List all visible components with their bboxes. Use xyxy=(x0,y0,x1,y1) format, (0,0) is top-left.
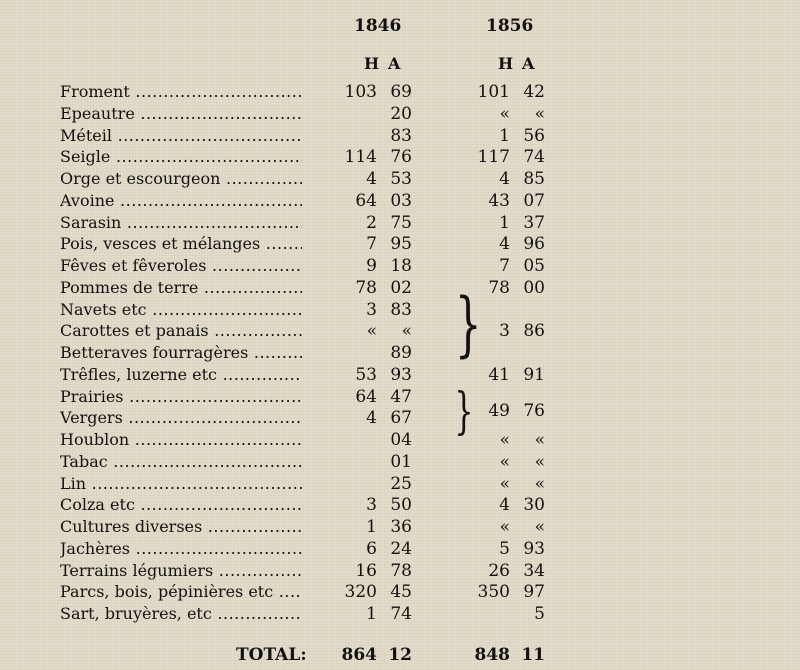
row-ares-1856: 74 xyxy=(523,147,545,167)
row-hectares-1856: 7 xyxy=(499,256,510,276)
row-ares-1856: 96 xyxy=(523,234,545,254)
row-ares-1856: 5 xyxy=(534,604,545,624)
row-hectares-1846: 53 xyxy=(355,365,377,385)
row-hectares-1846: 78 xyxy=(355,278,377,298)
row-label: Sarasin ..... xyxy=(60,213,302,233)
row-label: Jachères ..... xyxy=(60,539,302,559)
row-label: Seigle ..... xyxy=(60,147,302,167)
row-hectares-1856: 4 xyxy=(499,495,510,515)
row-label: Houblon ..... xyxy=(60,430,302,450)
row-label: Epeautre ..... xyxy=(60,104,302,124)
row-ares-1846: 01 xyxy=(390,452,412,472)
row-hectares-1846: 4 xyxy=(366,408,377,428)
row-hectares-1856: « xyxy=(499,104,510,124)
row-ares-1856: 00 xyxy=(523,278,545,298)
row-ares-1846: 24 xyxy=(390,539,412,559)
total-ares-1856: 11 xyxy=(521,645,545,665)
row-hectares-1846: 2 xyxy=(366,213,377,233)
row-ares-1846: 50 xyxy=(390,495,412,515)
row-ares-1856: 97 xyxy=(523,582,545,602)
ares-header-1856: A xyxy=(522,54,535,73)
row-ares-1856: 42 xyxy=(523,82,545,102)
row-hectares-1856: « xyxy=(499,430,510,450)
row-label: Méteil ..... xyxy=(60,126,302,146)
row-hectares-1856: « xyxy=(499,474,510,494)
row-ares-1846: 45 xyxy=(390,582,412,602)
row-hectares-1856: 101 xyxy=(477,82,510,102)
row-hectares-1856: « xyxy=(499,452,510,472)
row-ares-1846: « xyxy=(401,321,412,341)
row-ares-1856: 91 xyxy=(523,365,545,385)
row-ares-1846: 76 xyxy=(390,147,412,167)
row-hectares-1846: 9 xyxy=(366,256,377,276)
row-label: Sart, bruyères, etc ..... xyxy=(60,604,302,624)
year-1846-header: 1846 xyxy=(354,16,402,36)
total-ares-1846: 12 xyxy=(388,645,412,665)
row-ares-1856: 34 xyxy=(523,561,545,581)
row-ares-1856: 56 xyxy=(523,126,545,146)
row-ares-1856: « xyxy=(534,430,545,450)
row-label: Lin ..... xyxy=(60,474,302,494)
row-label: Pommes de terre ..... xyxy=(60,278,302,298)
row-hectares-1856: 26 xyxy=(488,561,510,581)
hectares-header-1846: H xyxy=(364,54,380,73)
row-ares-1846: 69 xyxy=(390,82,412,102)
row-ares-1856: 93 xyxy=(523,539,545,559)
row-ares-1846: 53 xyxy=(390,169,412,189)
row-ares-1846: 36 xyxy=(390,517,412,537)
row-hectares-1846: 1 xyxy=(366,604,377,624)
row-hectares-1846: 103 xyxy=(344,82,377,102)
row-ares-1846: 93 xyxy=(390,365,412,385)
row-ares-1846: 83 xyxy=(390,126,412,146)
row-ares-1846: 20 xyxy=(390,104,412,124)
row-hectares-1856: 41 xyxy=(488,365,510,385)
row-ares-1846: 74 xyxy=(390,604,412,624)
row-ares-1846: 67 xyxy=(390,408,412,428)
row-ares-1856: « xyxy=(534,104,545,124)
row-label: Avoine ..... xyxy=(60,191,302,211)
row-ares-1846: 03 xyxy=(390,191,412,211)
row-ares-1846: 78 xyxy=(390,561,412,581)
row-hectares-1856: « xyxy=(499,517,510,537)
ares-header-1846: A xyxy=(388,54,401,73)
row-label: Pois, vesces et mélanges ..... xyxy=(60,234,302,254)
row-hectares-1856: 117 xyxy=(477,147,510,167)
row-hectares-1856: 43 xyxy=(488,191,510,211)
row-hectares-1856: 78 xyxy=(488,278,510,298)
grouped-ares-1856: 76 xyxy=(523,401,545,421)
row-ares-1846: 75 xyxy=(390,213,412,233)
row-ares-1856: 05 xyxy=(523,256,545,276)
row-hectares-1846: 320 xyxy=(344,582,377,602)
row-ares-1856: 30 xyxy=(523,495,545,515)
row-hectares-1846: 64 xyxy=(355,387,377,407)
row-label: Orge et escourgeon ..... xyxy=(60,169,302,189)
row-hectares-1856: 4 xyxy=(499,234,510,254)
row-label: Vergers ..... xyxy=(60,408,302,428)
row-hectares-1856: 5 xyxy=(499,539,510,559)
row-label: Carottes et panais ..... xyxy=(60,321,302,341)
row-label: Tabac ..... xyxy=(60,452,302,472)
hectares-header-1856: H xyxy=(498,54,514,73)
row-hectares-1856: 1 xyxy=(499,126,510,146)
row-hectares-1846: 4 xyxy=(366,169,377,189)
row-label: Terrains légumiers ..... xyxy=(60,561,302,581)
brace-prairies-vergers: } xyxy=(454,382,474,440)
row-hectares-1846: 7 xyxy=(366,234,377,254)
row-ares-1856: « xyxy=(534,452,545,472)
row-label: Betteraves fourragères ..... xyxy=(60,343,302,363)
brace-root-crops: } xyxy=(454,283,482,365)
row-label: Prairies ..... xyxy=(60,387,302,407)
row-label: Froment ..... xyxy=(60,82,302,102)
row-label: Navets etc ..... xyxy=(60,300,302,320)
row-hectares-1846: « xyxy=(366,321,377,341)
row-ares-1846: 83 xyxy=(390,300,412,320)
row-label: Trêfles, luzerne etc ..... xyxy=(60,365,302,385)
row-ares-1846: 47 xyxy=(390,387,412,407)
row-hectares-1846: 1 xyxy=(366,517,377,537)
row-hectares-1846: 3 xyxy=(366,300,377,320)
row-ares-1846: 02 xyxy=(390,278,412,298)
row-label: Fêves et fêveroles ..... xyxy=(60,256,302,276)
row-hectares-1846: 3 xyxy=(366,495,377,515)
total-hectares-1856: 848 xyxy=(474,645,510,665)
row-ares-1856: « xyxy=(534,474,545,494)
row-hectares-1856: 350 xyxy=(477,582,510,602)
row-ares-1846: 95 xyxy=(390,234,412,254)
row-ares-1856: 37 xyxy=(523,213,545,233)
row-hectares-1856: 1 xyxy=(499,213,510,233)
row-ares-1856: 07 xyxy=(523,191,545,211)
total-label: TOTAL: xyxy=(236,645,307,665)
row-ares-1846: 04 xyxy=(390,430,412,450)
row-ares-1846: 25 xyxy=(390,474,412,494)
row-label: Cultures diverses ..... xyxy=(60,517,302,537)
row-hectares-1846: 64 xyxy=(355,191,377,211)
row-hectares-1846: 114 xyxy=(344,147,377,167)
row-hectares-1846: 6 xyxy=(366,539,377,559)
row-ares-1846: 89 xyxy=(390,343,412,363)
row-label: Colza etc ..... xyxy=(60,495,302,515)
row-hectares-1856: 3 xyxy=(499,321,510,341)
row-ares-1846: 18 xyxy=(390,256,412,276)
row-ares-1856: 86 xyxy=(523,321,545,341)
year-1856-header: 1856 xyxy=(486,16,534,36)
grouped-hectares-1856: 49 xyxy=(488,401,510,421)
row-ares-1856: « xyxy=(534,517,545,537)
row-hectares-1856: 4 xyxy=(499,169,510,189)
total-hectares-1846: 864 xyxy=(341,645,377,665)
row-hectares-1846: 16 xyxy=(355,561,377,581)
row-label: Parcs, bois, pépinières etc ..... xyxy=(60,582,302,602)
row-ares-1856: 85 xyxy=(523,169,545,189)
